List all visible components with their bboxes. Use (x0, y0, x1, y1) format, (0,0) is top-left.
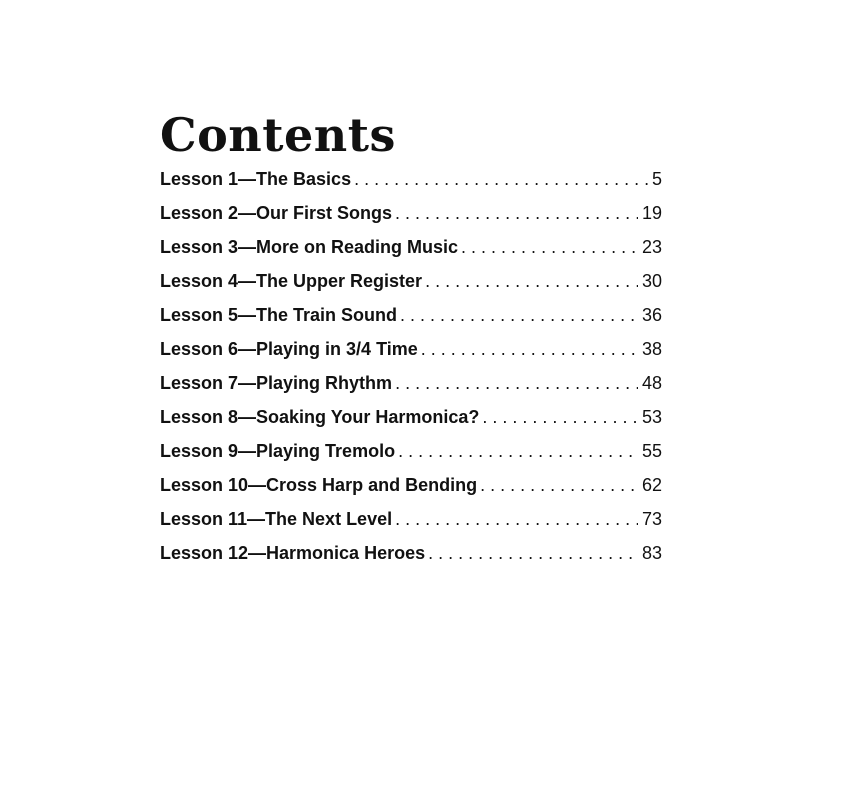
toc-entry-label: Lesson 1—The Basics (160, 169, 352, 189)
toc-entry (160, 298, 662, 332)
toc-entry (160, 468, 662, 502)
toc-page-number: 36 (641, 305, 662, 325)
toc-entry (160, 162, 662, 196)
dot-leader (428, 536, 638, 570)
toc-page-number: 38 (641, 339, 662, 359)
table-of-contents (160, 108, 662, 570)
toc-entry-label: Lesson 12—Harmonica Heroes (160, 543, 426, 563)
toc-list (160, 162, 662, 570)
toc-entry (160, 196, 662, 230)
toc-page-number: 48 (641, 373, 662, 393)
toc-page-number: 5 (651, 169, 662, 189)
toc-entry (160, 264, 662, 298)
toc-entry-label: Lesson 8—Soaking Your Harmonica? (160, 407, 480, 427)
dot-leader (461, 230, 638, 264)
toc-entry (160, 502, 662, 536)
dot-leader (354, 162, 648, 196)
toc-entry-label: Lesson 11—The Next Level (160, 509, 393, 529)
toc-entry-label: Lesson 9—Playing Tremolo (160, 441, 396, 461)
dot-leader (395, 366, 638, 400)
toc-page-number: 73 (641, 509, 662, 529)
toc-entry (160, 434, 662, 468)
toc-page-number: 53 (641, 407, 662, 427)
toc-entry-label: Lesson 5—The Train Sound (160, 305, 398, 325)
toc-page-number: 19 (641, 203, 662, 223)
toc-page-number: 83 (641, 543, 662, 563)
toc-entry-label: Lesson 7—Playing Rhythm (160, 373, 393, 393)
toc-entry (160, 230, 662, 264)
toc-entry-label: Lesson 6—Playing in 3/4 Time (160, 339, 418, 359)
toc-entry-label: Lesson 3—More on Reading Music (160, 237, 459, 257)
toc-entry (160, 400, 662, 434)
page-title: Contents (160, 108, 396, 162)
toc-page-number: 23 (641, 237, 662, 257)
dot-leader (421, 332, 638, 366)
toc-page-number: 55 (641, 441, 662, 461)
dot-leader (400, 298, 638, 332)
toc-page-number: 62 (641, 475, 662, 495)
toc-entry-label: Lesson 10—Cross Harp and Bending (160, 475, 478, 495)
toc-page-number: 30 (641, 271, 662, 291)
toc-entry-label: Lesson 4—The Upper Register (160, 271, 423, 291)
toc-entry (160, 536, 662, 570)
dot-leader (482, 400, 638, 434)
dot-leader (395, 502, 638, 536)
dot-leader (480, 468, 638, 502)
dot-leader (395, 196, 638, 230)
toc-entry-label: Lesson 2—Our First Songs (160, 203, 393, 223)
dot-leader (425, 264, 638, 298)
dot-leader (398, 434, 638, 468)
toc-entry (160, 366, 662, 400)
toc-entry (160, 332, 662, 366)
